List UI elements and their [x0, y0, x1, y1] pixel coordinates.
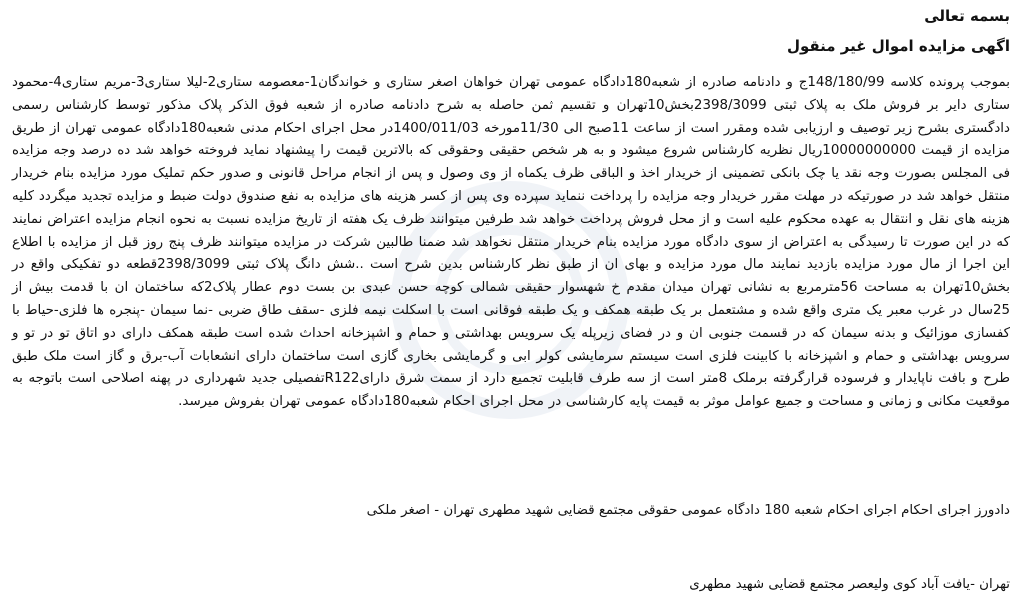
notice-signature: دادورز اجرای احکام اجرای احکام شعبه 180 دادگاه عمومی حقوقی مجتمع قضایی شهید مطهری تهران - اصغر ملکی: [366, 503, 1010, 518]
bismillah-heading: بسمه تعالی: [924, 7, 1010, 25]
notice-address: تهران -یافت آباد کوی ولیعصر مجتمع قضایی شهید مطهری: [689, 577, 1010, 592]
notice-title: اگهی مزایده اموال غیر منقول: [786, 37, 1010, 55]
notice-body-paragraph: بموجب پرونده کلاسه 148/180/99ج و دادنامه صادره از شعبه180دادگاه عمومی تهران خواهان اصغر ستاری و خواندگان1-معصومه ستاری2-لیلا ستاری3-مریم ستاری4-محمود ستاری دایر بر فروش ملک به پلاک ثبتی 2398/3099بخش10تهران و تقسیم ثمن حاصله به شرح دادنامه صادره از شعبه فوق الذکر پلاک مذکور توسط کارشناس رسمی دادگستری بشرح زیر توصیف و ارزیابی شده ومقرر است از ساعت 11صبح الی 11/30مورخه 1400/011/03در محل اجرای احکام مدنی شعبه180دادگاه عمومی تهران از طریق مزایده از قیمت 10000000000ریال نظریه کارشناس شروع میشود و به هر شخص حقیقی وحقوقی که بالاترین قیمت را پیشنهاد نماید فروخته خواهد شد ده درصد وجه مزایده فی المجلس بصورت وجه نقد یا چک بانکی تضمینی از خریدار اخذ و الباقی ظرف یکماه از وی وصول و پس از انجام مراحل قانونی و صدور حکم تملیک مورد مزایده بنام خریدار منتقل خواهد شد در صورتیکه در مهلت مقرر خریدار وجه مزایده را پرداخت ننماید سپرده وی پس از کسر هزینه های مزایده به نفع صندوق دولت ضبط و مزایده تجدید میگردد کلیه هزینه های نقل و انتقال به عهده محکوم علیه است و از محل فروش پرداخت خواهد شد طرفین میتوانند ظرف یک هفته از تاریخ مزایده نسبت به نحوه انجام مزایده اعتراض نمایند که در این صورت تا رسیدگی به اعتراض از سوی دادگاه مورد مزایده بنام خریدار منتقل نخواهد شد ضمنا طالبین شرکت در مزایده میتوانند ظرف پنج روز قبل از مزایده با اطلاع این اجرا از مال مورد مزایده بازدید نمایند مال مورد مزایده و بهای ان از طبق نظر کارشناس بدین شرح است ..شش دانگ پلاک ثبتی 2398/3099قطعه دو تفکیکی واقع در بخش10تهران به مساحت 56مترمربع به نشانی تهران میدان مقدم خ شهسوار حقیقی شمالی کوچه حسن عبدی بن بست دوم عطار پلاک2که ساختمان ان با قدمت بیش از 25سال در غرب معبر یک متری واقع شده و مشتعمل بر یک طبقه همکف و یک طبقه فوقانی است با اسکلت نیمه فلزی -سقف طاق ضربی -نما سیمان -پنجره ها فلزی-حیاط با کفسازی موزائیک و بدنه سیمان که در قسمت جنوبی ان و در فضای زیرپله یک سرویس بهداشتی و حمام و اشپزخانه احداث شده است طبقه همکف دارای دو اتاق تو در تو و سرویس بهداشتی و حمام و اشپزخانه با کابینت فلزی است سیستم سرمایشی کولر ابی و گرمایشی بخاری گازی است ساختمان دارای انشعابات آب-برق و گاز است ملک طبق طرح و بافت ناپایدار و فرسوده قرارگرفته برملک 8متر است از سه طرف قابلیت تجمیع دارد از سمت شرق دارایR122تفصیلی جدید شهرداری در پهنه اصلاحی است باتوجه به موقعیت مکانی و زمانی و مساحت و جمیع عوامل موثر به قیمت پایه کارشناسی در محل اجرای احکام شعبه180دادگاه عمومی تهران بفروش میرسد.: [12, 75, 1011, 410]
